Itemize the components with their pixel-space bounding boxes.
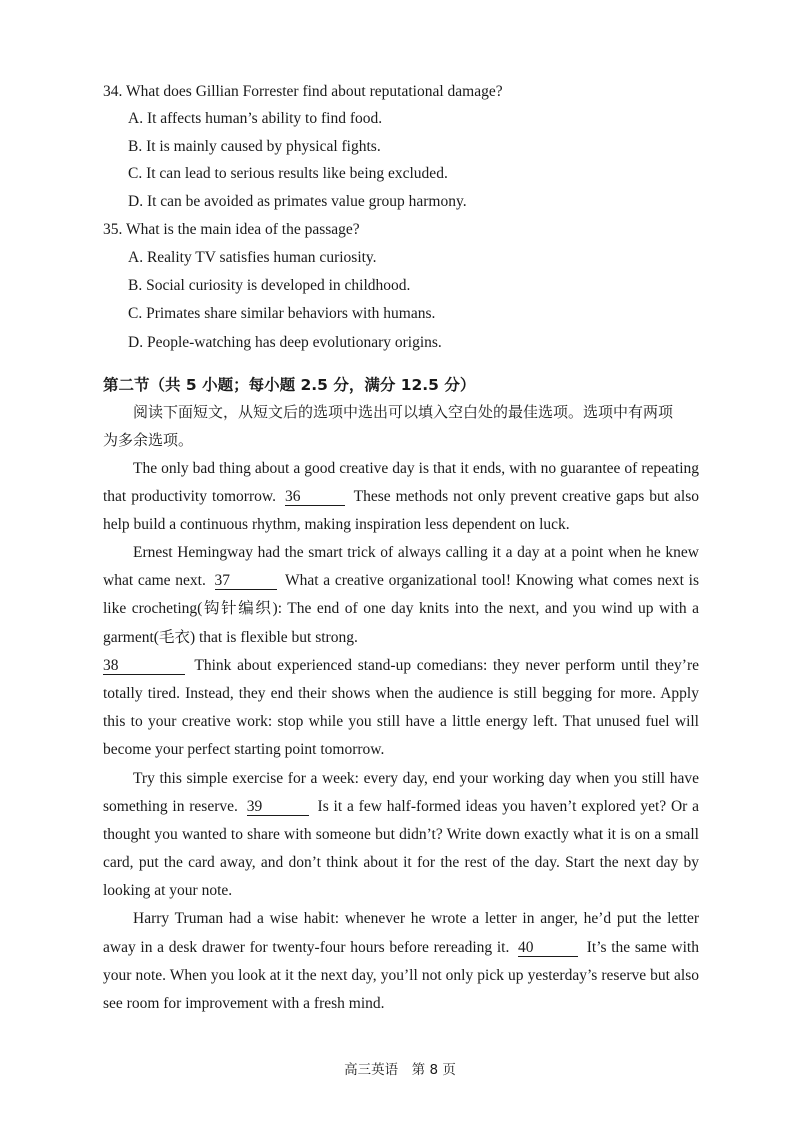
paragraph-4-line-5: looking at your note.	[103, 882, 233, 899]
paragraph-2-text: what came next.	[103, 572, 206, 589]
paragraph-1-text: These methods not only prevent creative gaps but also	[353, 488, 700, 505]
question-35-option-b: B. Social curiosity is developed in childhood.	[128, 277, 411, 294]
paragraph-5-line-3: your note. When you look at it the next day, you’ll not only pick up yesterday’s reserve but also	[103, 967, 699, 984]
paragraph-3-line-4: become your perfect starting point tomorrow.	[103, 741, 385, 758]
paragraph-5-line-1: Harry Truman had a wise habit: whenever he wrote a letter in anger, he’d put the letter	[133, 910, 699, 927]
paragraph-4-line-1: Try this simple exercise for a week: every day, end your working day when you still have	[133, 770, 699, 787]
paragraph-4-line-2	[103, 797, 699, 817]
paragraph-5-line-2	[103, 938, 699, 958]
question-34-stem: 34. What does Gillian Forrester find about reputational damage?	[103, 83, 503, 100]
blank-36: 36	[285, 488, 345, 506]
paragraph-4-text: Is it a few half-formed ideas you haven’t explored yet? Or a	[317, 798, 700, 815]
paragraph-1-line-1: The only bad thing about a good creative day is that it ends, with no guarantee of repeating	[133, 460, 699, 477]
question-34-option-a: A. It affects human’s ability to find food.	[128, 110, 383, 127]
question-35-stem: 35. What is the main idea of the passage?	[103, 221, 360, 238]
paragraph-5-text: It’s the same with	[586, 939, 699, 956]
paragraph-4-line-3: thought you wanted to share with someone but didn’t? Write down exactly what it is on a small	[103, 826, 699, 843]
paragraph-3-line-3: this to your creative work: stop while you still have a little energy left. That unused fuel will	[103, 713, 699, 730]
paragraph-5-line-4: see room for improvement with a fresh mind.	[103, 995, 385, 1012]
blank-37: 37	[215, 572, 277, 590]
section-heading: 第二节（共 5 小题；每小题 2.5 分，满分 12.5 分）	[103, 376, 476, 394]
paragraph-2-line-3: like crocheting(钩针编织): The end of one day knits into the next, and you wind up with a	[103, 600, 699, 617]
paragraph-2-line-2	[103, 571, 699, 591]
question-34-option-d: D. It can be avoided as primates value group harmony.	[128, 193, 467, 210]
blank-38: 38	[103, 657, 185, 675]
page-footer: 高三英语 第 8 页	[344, 1062, 456, 1078]
paragraph-3-line-2: totally tired. Instead, they end their shows when the audience is still begging for more. Apply	[103, 685, 699, 702]
paragraph-3-text: Think about experienced stand-up comedians: they never perform until they’re	[194, 657, 699, 674]
blank-39: 39	[247, 798, 309, 816]
paragraph-2-text: What a creative organizational tool! Knowing what comes next is	[284, 572, 699, 589]
question-35-option-d: D. People-watching has deep evolutionary origins.	[128, 334, 442, 351]
paragraph-3-line-1	[103, 656, 699, 676]
paragraph-5-text: away in a desk drawer for twenty-four hours before rereading it.	[103, 939, 510, 956]
paragraph-1-text: that productivity tomorrow.	[103, 488, 276, 505]
paragraph-1-line-3: help build a continuous rhythm, making inspiration less dependent on luck.	[103, 516, 570, 533]
question-35-option-c: C. Primates share similar behaviors with humans.	[128, 305, 436, 322]
section-instructions-line-2: 为多余选项。	[103, 431, 194, 449]
paragraph-2-line-4: garment(毛衣) that is flexible but strong.	[103, 629, 358, 646]
paragraph-2-line-1: Ernest Hemingway had the smart trick of always calling it a day at a point when he knew	[133, 544, 699, 561]
paragraph-1-line-2	[103, 487, 699, 507]
blank-40: 40	[518, 939, 578, 957]
paragraph-4-text: something in reserve.	[103, 798, 238, 815]
paragraph-4-line-4: card, put the card away, and don’t think about it for the rest of the day. Start the next day by	[103, 854, 699, 871]
question-34-option-b: B. It is mainly caused by physical fights.	[128, 138, 381, 155]
question-35-option-a: A. Reality TV satisfies human curiosity.	[128, 249, 377, 266]
section-instructions-line-1: 阅读下面短文，从短文后的选项中选出可以填入空白处的最佳选项。选项中有两项	[133, 403, 674, 421]
question-34-option-c: C. It can lead to serious results like being excluded.	[128, 165, 448, 182]
